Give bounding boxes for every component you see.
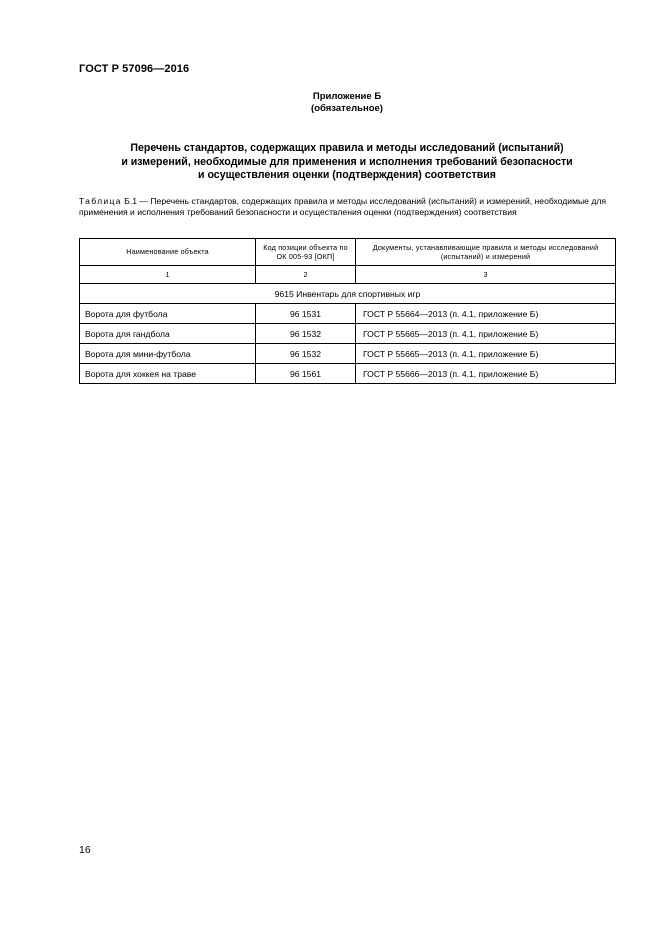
cell-okp-code: 96 1531 (256, 304, 356, 324)
document-code: ГОСТ Р 57096—2016 (79, 63, 190, 75)
cell-document: ГОСТ Р 55665—2013 (п. 4.1, приложение Б) (356, 324, 616, 344)
cell-object-name: Ворота для мини-футбола (80, 344, 256, 364)
table-row (80, 304, 616, 324)
table-row (80, 344, 616, 364)
cell-okp-code: 96 1561 (256, 364, 356, 384)
table-caption (79, 196, 617, 219)
cell-object-name: Ворота для футбола (80, 304, 256, 324)
table-caption-prefix: Таблица (79, 196, 122, 206)
annex-title-line: и осуществления оценки (подтверждения) соответствия (198, 169, 496, 181)
cell-document: ГОСТ Р 55664—2013 (п. 4.1, приложение Б) (356, 304, 616, 324)
table-group-row (80, 284, 616, 304)
group-title: 9615 Инвентарь для спортивных игр (80, 284, 616, 304)
annex-header (79, 91, 615, 115)
column-number: 3 (356, 266, 616, 284)
page-number: 16 (79, 844, 91, 856)
table-row (80, 364, 616, 384)
annex-title (79, 142, 615, 183)
annex-label: Приложение Б (312, 91, 382, 102)
cell-object-name: Ворота для хоккея на траве (80, 364, 256, 384)
annex-status: (обязательное) (311, 103, 383, 114)
table-column-numbers-row (80, 266, 616, 284)
column-number: 1 (80, 266, 256, 284)
annex-title-line: и измерений, необходимые для применения и исполнения требований безопасности (121, 155, 573, 168)
column-number: 2 (256, 266, 356, 284)
header-cell-documents: Документы, устанавливающие правила и методы исследований (испытаний) и измерений (356, 239, 616, 266)
table-row (80, 324, 616, 344)
standards-table (79, 238, 616, 384)
header-cell-object-name: Наименование объекта (80, 239, 256, 266)
cell-document: ГОСТ Р 55666—2013 (п. 4.1, приложение Б) (356, 364, 616, 384)
cell-okp-code: 96 1532 (256, 344, 356, 364)
annex-title-line: Перечень стандартов, содержащих правила и методы исследований (испытаний) (130, 142, 564, 154)
cell-okp-code: 96 1532 (256, 324, 356, 344)
cell-object-name: Ворота для гандбола (80, 324, 256, 344)
cell-document: ГОСТ Р 55665—2013 (п. 4.1, приложение Б) (356, 344, 616, 364)
header-cell-okp-code: Код позиции объекта по ОК 005-93 [ОКП] (256, 239, 356, 266)
table-caption-text: Б.1 — Перечень стандартов, содержащих правила и методы исследований (испытаний) и измерений, необходимые для применения и исполнения требований безопасности и осуществления оценки (подтверждения) соответствия (79, 196, 607, 218)
table-header-row (80, 239, 616, 266)
